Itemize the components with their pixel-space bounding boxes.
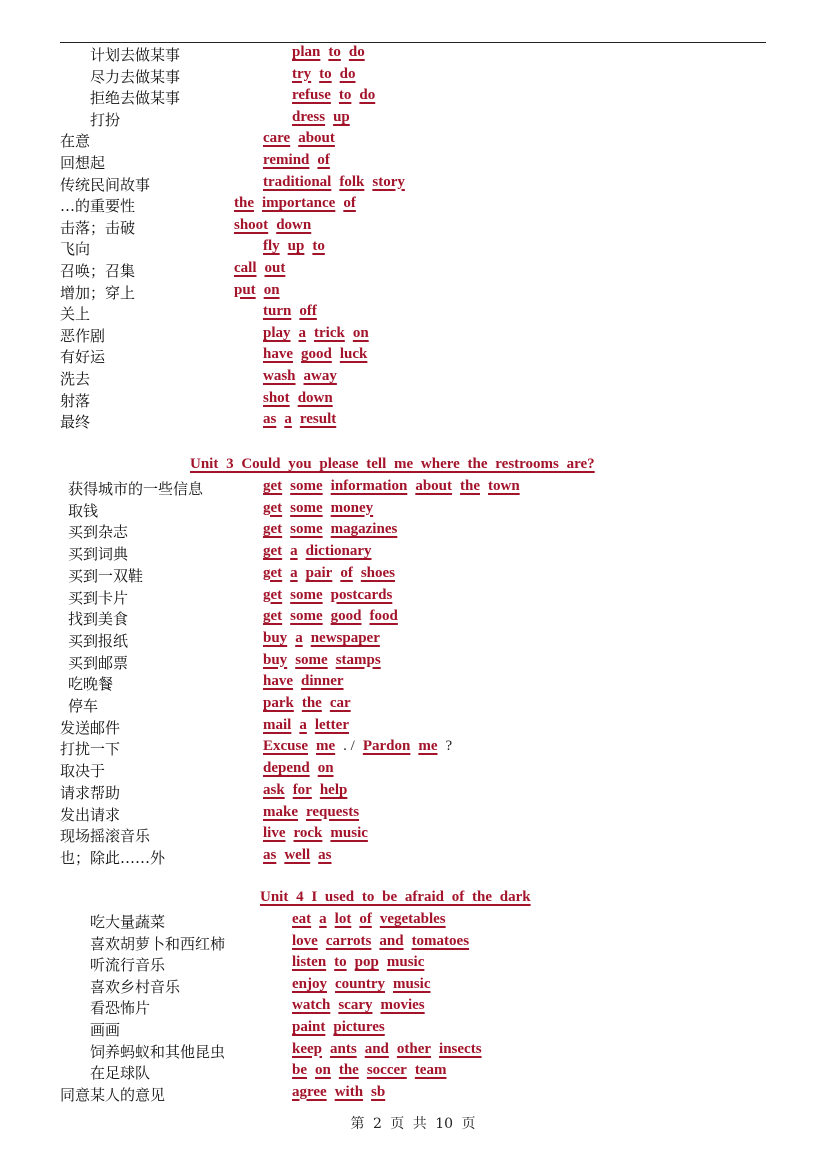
english-word: love [292,932,318,949]
english-word: a [290,564,298,581]
unit-heading: Unit 3 Could you please tell me where the restrooms are? [190,456,595,472]
english-word: buy [263,651,288,668]
english-word: Excuse [263,738,308,755]
english-word: money [330,499,374,516]
chinese-term: 发送邮件 [60,718,121,737]
english-word: town [488,478,520,494]
english-phrase [263,346,375,363]
english-word: on [263,281,280,298]
chinese-term: 买到报纸 [68,631,129,650]
english-word: have [263,673,293,690]
english-word: play [263,324,291,341]
english-word: get [263,586,283,603]
english-phrase [263,825,376,842]
chinese-term: 找到美食 [68,610,129,629]
english-word: to [312,238,325,255]
english-word: to [338,87,352,104]
unit-heading: Unit 4 I used to be afraid of the dark [260,889,531,905]
english-word: a [295,629,303,646]
english-word: get [263,543,283,560]
english-phrase [292,66,364,83]
english-word: to [328,44,341,60]
chinese-term: 看恐怖片 [90,999,151,1018]
english-word: down [297,389,333,406]
english-word: do [348,44,365,60]
chinese-term: 饲养蚂蚁和其他昆虫 [90,1042,226,1061]
english-word: some [290,586,323,603]
english-word: tomatoes [411,932,470,949]
english-word: the [234,195,254,212]
english-word: lot [334,911,352,927]
english-word: make [263,803,298,820]
chinese-term: 召唤；召集 [60,262,136,280]
english-phrase [263,565,403,582]
english-word: sb [371,1083,386,1100]
english-word: up [333,108,350,125]
english-phrase [263,390,341,407]
english-phrase [263,738,460,755]
english-word: have [263,346,293,363]
english-word: good [301,346,332,363]
english-word: well [284,846,311,863]
english-word: refuse [292,87,331,104]
english-word: away [303,368,337,384]
chinese-term: 打扮 [90,110,121,129]
english-word: out [264,260,286,276]
english-word: be [292,1062,307,1079]
english-word: to [334,954,347,971]
english-word: help [319,781,348,798]
english-phrase [263,303,325,320]
english-word: of [317,152,330,168]
english-word: get [263,564,283,581]
english-phrase [263,521,405,538]
english-word: with [334,1083,364,1100]
english-word: me [316,738,336,755]
english-word: trick [314,324,345,341]
chinese-term: 喜欢胡萝卜和西红柿 [90,934,226,953]
english-word: importance [262,195,336,212]
english-word: music [386,954,425,971]
english-phrase [263,695,359,712]
english-word: pair [305,564,333,581]
english-word: some [290,608,323,625]
chinese-term: 计划去做某事 [90,46,181,64]
english-word: carrots [325,932,372,949]
english-word: food [369,608,398,625]
english-phrase [292,997,433,1014]
english-word: about [415,478,453,494]
english-phrase [292,976,439,993]
english-word: listen [292,954,327,971]
english-word: get [263,478,283,494]
chinese-term: 买到卡片 [68,588,129,607]
english-word: dress [292,108,326,125]
english-word: pop [354,954,379,971]
english-word: up [287,238,305,255]
english-phrase [234,195,364,212]
english-phrase [292,933,477,950]
english-word: rock [293,825,323,842]
english-word: movies [380,997,425,1014]
english-phrase [263,543,380,560]
english-phrase [263,500,381,517]
english-word: get [263,521,283,538]
english-word: off [299,303,317,320]
english-word: pictures [333,1019,385,1035]
punctuation: . / [343,738,355,755]
english-phrase [234,217,319,234]
chinese-term: 恶作剧 [60,326,106,345]
english-phrase [292,44,373,61]
english-word: for [292,781,312,798]
english-word: dictionary [305,543,372,560]
chinese-term: 有好运 [60,348,106,367]
english-word: depend [263,760,310,777]
english-word: the [301,695,322,711]
english-word: mail [263,716,292,733]
english-word: folk [339,173,365,190]
english-word: eat [292,911,312,927]
english-phrase [292,1084,393,1101]
chinese-term: 传统民间故事 [60,175,151,194]
english-word: story [372,173,405,190]
english-word: agree [292,1083,327,1100]
english-word: scary [338,997,373,1014]
chinese-term: 吃大量蔬菜 [90,913,166,931]
english-word: soccer [366,1062,407,1079]
english-word: country [335,975,385,992]
english-word: dinner [301,673,344,690]
english-word: as [318,846,332,863]
chinese-term: 击落；击破 [60,218,136,237]
english-phrase [292,1041,490,1058]
english-phrase [292,1019,393,1036]
chinese-term: 飞向 [60,240,91,259]
english-word: put [234,281,256,298]
english-word: car [329,695,351,711]
chinese-term: 关上 [60,305,91,324]
english-word: a [290,543,298,560]
english-word: call [234,260,257,276]
english-phrase [263,587,400,604]
english-word: do [339,65,356,82]
english-word: Pardon [362,738,411,755]
chinese-term: 请求帮助 [60,783,121,802]
english-word: live [263,825,286,842]
chinese-term: 拒绝去做某事 [90,89,181,108]
english-word: turn [263,303,292,320]
english-phrase [263,630,388,647]
english-word: plan [292,44,321,60]
english-word: a [284,411,292,428]
english-word: ants [330,1040,357,1057]
chinese-term: 最终 [60,413,91,432]
chinese-term: 在足球队 [90,1064,151,1083]
punctuation: ? [445,738,453,755]
english-phrase [263,652,389,669]
english-word: magazines [330,521,398,538]
english-word: other [396,1040,432,1057]
english-word: the [460,478,481,494]
english-word: vegetables [379,911,446,927]
chinese-term: 尽力去做某事 [90,67,181,86]
english-word: on [317,760,334,777]
english-word: shoot [234,216,269,233]
english-word: letter [314,716,349,733]
english-phrase [263,238,333,255]
english-word: and [379,932,404,949]
chinese-term: 发出请求 [60,805,121,824]
english-word: watch [292,997,331,1014]
english-word: enjoy [292,975,327,992]
chinese-term: 取决于 [60,762,106,781]
english-word: of [340,564,353,581]
chinese-term: 取钱 [68,501,99,520]
chinese-term: 喜欢乡村音乐 [90,977,181,996]
english-phrase [234,282,288,299]
english-phrase [263,174,413,191]
english-phrase [292,87,383,104]
english-phrase [234,260,293,277]
chinese-term: 同意某人的意见 [60,1085,166,1104]
english-word: down [276,216,312,233]
english-word: a [319,911,327,927]
english-word: do [359,87,376,104]
english-word: keep [292,1040,322,1057]
chinese-term: 吃晚餐 [68,675,114,694]
english-word: some [295,651,328,668]
english-phrase [263,608,406,625]
chinese-term: 现场摇滚音乐 [60,827,151,846]
english-word: as [263,846,277,863]
english-word: good [330,608,362,625]
page-footer: 第 2 页 共 10 页 [350,1116,476,1132]
chinese-term: 打扰一下 [60,740,121,759]
english-word: paint [292,1019,326,1035]
english-word: a [299,716,307,733]
english-word: stamps [335,651,381,668]
english-word: traditional [263,173,332,190]
english-word: park [263,695,294,711]
english-phrase [263,847,340,864]
english-word: music [393,975,431,992]
english-word: ask [263,781,285,798]
chinese-term: 买到邮票 [68,653,129,672]
english-phrase [263,478,528,495]
english-word: music [330,825,368,842]
english-phrase [292,911,454,928]
english-phrase [292,1062,454,1079]
chinese-term: 也；除此……外 [60,848,166,867]
chinese-term: 获得城市的一些信息 [68,480,204,498]
chinese-term: 在意 [60,132,91,151]
english-word: remind [263,152,310,168]
english-word: of [343,195,356,212]
chinese-term: 增加；穿上 [60,283,136,302]
english-word: requests [306,803,360,820]
english-phrase [263,760,342,777]
english-word: care [263,130,291,147]
english-word: team [414,1062,447,1079]
english-word: about [298,130,335,147]
english-phrase [263,325,377,342]
english-word: to [319,65,332,82]
english-phrase [263,130,343,147]
english-word: wash [263,368,296,384]
english-phrase [263,717,357,734]
chinese-term: 听流行音乐 [90,956,166,975]
chinese-term: 停车 [68,697,99,715]
chinese-term: 洗去 [60,370,91,388]
english-phrase [263,152,338,169]
english-word: on [315,1062,331,1079]
english-word: insects [439,1040,482,1057]
english-word: get [263,499,283,516]
english-word: the [338,1062,359,1079]
english-word: shoes [360,564,396,581]
english-word: some [290,478,323,494]
chinese-term: 买到词典 [68,545,129,564]
english-word: me [418,738,438,755]
english-word: luck [339,346,368,363]
english-word: and [364,1040,389,1057]
chinese-term: 画画 [90,1021,121,1039]
english-word: a [298,324,307,341]
english-word: result [299,411,337,428]
english-word: information [330,478,408,494]
english-phrase [263,782,355,799]
english-phrase [263,673,352,690]
english-word: some [290,521,323,538]
english-word: fly [263,238,280,255]
english-phrase [263,804,367,821]
english-word: try [292,65,312,82]
english-word: get [263,608,283,625]
chinese-term: …的重要性 [60,197,136,216]
english-word: shot [263,389,290,406]
english-word: postcards [330,586,393,603]
chinese-term: 回想起 [60,154,106,172]
english-word: newspaper [310,629,380,646]
english-phrase [263,368,345,385]
chinese-term: 买到杂志 [68,523,129,542]
english-word: on [352,324,369,341]
chinese-term: 射落 [60,391,91,410]
chinese-term: 买到一双鞋 [68,566,144,585]
english-word: of [359,911,372,927]
english-word: some [290,499,323,516]
english-word: buy [263,629,288,646]
english-word: as [263,411,277,428]
english-phrase [292,109,358,126]
english-phrase [263,411,344,428]
english-phrase [292,954,432,971]
